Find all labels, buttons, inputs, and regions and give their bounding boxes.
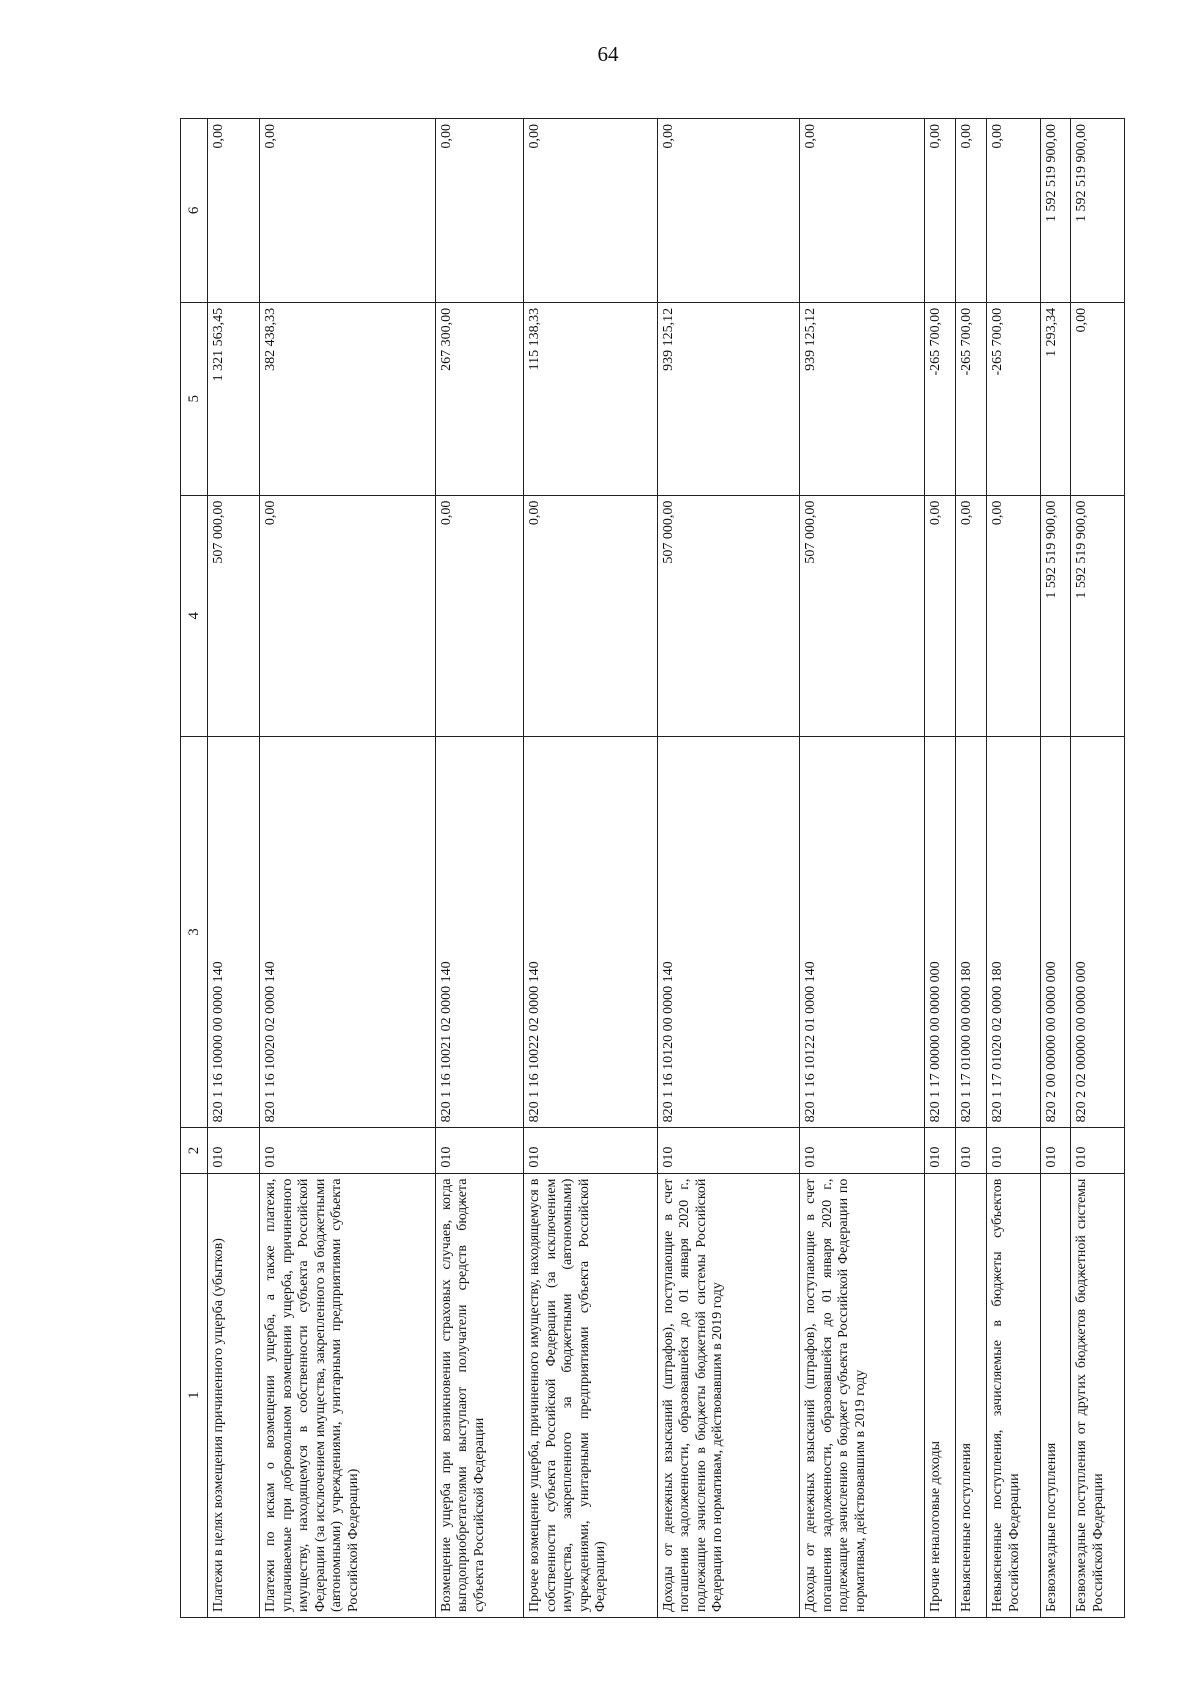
row-line-code: 010 <box>260 1128 435 1173</box>
row-budget-code: 820 1 17 01020 02 0000 180 <box>987 736 1040 1128</box>
revenue-table <box>180 118 1125 1618</box>
row-value-col6: 0,00 <box>800 119 925 303</box>
row-value-col4: 0,00 <box>524 495 658 736</box>
row-line-code: 010 <box>987 1128 1040 1173</box>
row-value-col6: 0,00 <box>956 119 987 303</box>
row-value-col4: 507 000,00 <box>657 495 799 736</box>
row-line-code: 010 <box>1071 1128 1125 1173</box>
row-value-col5: 939 125,12 <box>657 302 799 495</box>
table-frame <box>180 118 1125 1618</box>
row-budget-code: 820 2 00 00000 00 0000 000 <box>1040 736 1071 1128</box>
table-row <box>987 119 1040 1618</box>
row-name: Платежи по искам о возмещении ущерба, а также платежи, уплачиваемые при добровольном возмещении ущерба, причиненного имуществу, находящемуся в собственности субъекта Российской Федерации (за исключением имущества, закрепленного за бюджетными (автономными) учреждениями, унитарными предприятиями субъекта Российской Федерации) <box>260 1173 435 1617</box>
row-value-col5: 1 293,34 <box>1040 302 1071 495</box>
row-budget-code: 820 1 17 00000 00 0000 000 <box>925 736 956 1128</box>
row-name: Доходы от денежных взысканий (штрафов), поступающие в счет погашения задолженности, образовавшейся до 01 января 2020 г., подлежащие зачислению в бюджеты бюджетной системы Российской Федерации по нормативам, действовавшим в 2019 году <box>657 1173 799 1617</box>
row-line-code: 010 <box>956 1128 987 1173</box>
row-budget-code: 820 1 17 01000 00 0000 180 <box>956 736 987 1128</box>
row-value-col4: 0,00 <box>925 495 956 736</box>
row-budget-code: 820 1 16 10120 00 0000 140 <box>657 736 799 1128</box>
row-budget-code: 820 1 16 10000 00 0000 140 <box>208 736 260 1128</box>
table-row <box>435 119 524 1618</box>
row-value-col5: 267 300,00 <box>435 302 524 495</box>
row-line-code: 010 <box>524 1128 658 1173</box>
row-value-col4: 0,00 <box>987 495 1040 736</box>
row-budget-code: 820 2 02 00000 00 0000 000 <box>1071 736 1125 1128</box>
row-name: Прочее возмещение ущерба, причиненного имуществу, находящемуся в собственности субъекта Российской Федерации (за исключением имущества, закрепленного за бюджетными (автономными) учреждениями, унитарными предприятиями субъекта Российской Федерации) <box>524 1173 658 1617</box>
row-value-col4: 0,00 <box>435 495 524 736</box>
row-value-col5: 1 321 563,45 <box>208 302 260 495</box>
header-cell-6: 6 <box>181 119 208 303</box>
rotated-table-container <box>180 118 1125 1618</box>
row-line-code: 010 <box>208 1128 260 1173</box>
row-value-col5: -265 700,00 <box>925 302 956 495</box>
row-budget-code: 820 1 16 10022 02 0000 140 <box>524 736 658 1128</box>
table-row <box>524 119 658 1618</box>
row-name: Безвозмездные поступления от других бюджетов бюджетной системы Российской Федерации <box>1071 1173 1125 1617</box>
table-row <box>1040 119 1071 1618</box>
row-value-col5: 939 125,12 <box>800 302 925 495</box>
row-value-col5: -265 700,00 <box>956 302 987 495</box>
header-row <box>181 119 208 1618</box>
row-name: Прочие неналоговые доходы <box>925 1173 956 1617</box>
row-value-col5: 115 138,33 <box>524 302 658 495</box>
table-row <box>925 119 956 1618</box>
table-row <box>657 119 799 1618</box>
row-value-col5: 0,00 <box>1071 302 1125 495</box>
row-value-col5: 382 438,33 <box>260 302 435 495</box>
row-name: Возмещение ущерба при возникновении страховых случаев, когда выгодоприобретателями выступают получатели средств бюджета субъекта Российской Федерации <box>435 1173 524 1617</box>
row-value-col4: 1 592 519 900,00 <box>1040 495 1071 736</box>
row-name: Невыясненные поступления, зачисляемые в бюджеты субъектов Российской Федерации <box>987 1173 1040 1617</box>
row-value-col4: 507 000,00 <box>800 495 925 736</box>
row-name: Доходы от денежных взысканий (штрафов), поступающие в счет погашения задолженности, образовавшейся до 01 января 2020 г., подлежащие зачислению в бюджет субъекта Российской Федерации по нормативам, действовавшим в 2019 году <box>800 1173 925 1617</box>
header-cell-5: 5 <box>181 302 208 495</box>
row-line-code: 010 <box>925 1128 956 1173</box>
row-value-col6: 1 592 519 900,00 <box>1071 119 1125 303</box>
row-budget-code: 820 1 16 10021 02 0000 140 <box>435 736 524 1128</box>
row-value-col5: -265 700,00 <box>987 302 1040 495</box>
header-cell-4: 4 <box>181 495 208 736</box>
table-row <box>1071 119 1125 1618</box>
row-budget-code: 820 1 16 10020 02 0000 140 <box>260 736 435 1128</box>
header-cell-3: 3 <box>181 736 208 1128</box>
row-line-code: 010 <box>435 1128 524 1173</box>
header-cell-2: 2 <box>181 1128 208 1173</box>
row-value-col6: 0,00 <box>524 119 658 303</box>
row-value-col4: 0,00 <box>956 495 987 736</box>
row-value-col6: 0,00 <box>925 119 956 303</box>
row-line-code: 010 <box>800 1128 925 1173</box>
header-cell-1: 1 <box>181 1173 208 1617</box>
row-value-col4: 507 000,00 <box>208 495 260 736</box>
table-row <box>208 119 260 1618</box>
row-value-col4: 1 592 519 900,00 <box>1071 495 1125 736</box>
row-line-code: 010 <box>657 1128 799 1173</box>
row-value-col6: 0,00 <box>208 119 260 303</box>
row-line-code: 010 <box>1040 1128 1071 1173</box>
table-row <box>800 119 925 1618</box>
row-value-col6: 0,00 <box>260 119 435 303</box>
row-name: Платежи в целях возмещения причиненного ущерба (убытков) <box>208 1173 260 1617</box>
row-value-col6: 0,00 <box>435 119 524 303</box>
page-number: 64 <box>597 42 619 66</box>
table-row <box>956 119 987 1618</box>
row-value-col6: 0,00 <box>987 119 1040 303</box>
table-row <box>260 119 435 1618</box>
row-name: Невыясненные поступления <box>956 1173 987 1617</box>
row-value-col4: 0,00 <box>260 495 435 736</box>
row-name: Безвозмездные поступления <box>1040 1173 1071 1617</box>
row-budget-code: 820 1 16 10122 01 0000 140 <box>800 736 925 1128</box>
row-value-col6: 0,00 <box>657 119 799 303</box>
row-value-col6: 1 592 519 900,00 <box>1040 119 1071 303</box>
